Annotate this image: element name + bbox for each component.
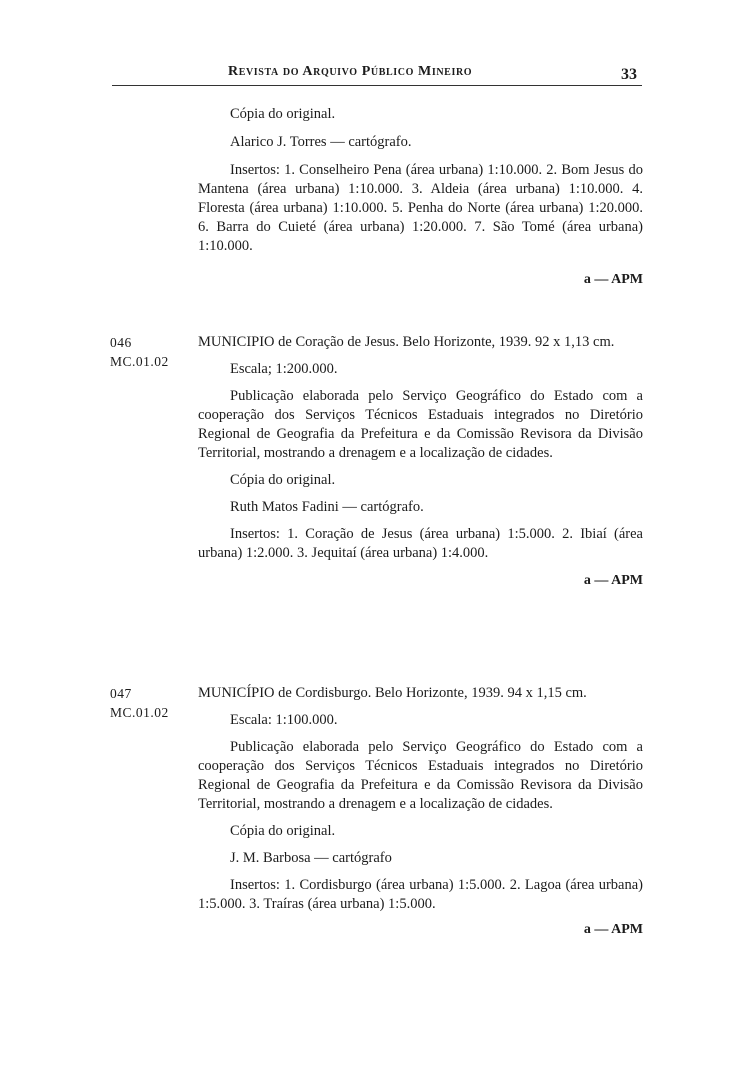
- copy-note: Cópia do original.: [230, 106, 336, 122]
- entry-scale: Escala; 1:200.000.: [230, 361, 338, 377]
- entry-code: MC.01.02: [110, 354, 169, 369]
- entry-scale: Escala: 1:100.000.: [230, 712, 338, 728]
- cartographer: Alarico J. Torres — cartógrafo.: [230, 134, 412, 150]
- cartographer: Ruth Matos Fadini — cartógrafo.: [230, 499, 424, 515]
- continued-entry: [198, 105, 643, 289]
- entry-047: [198, 684, 643, 939]
- location: a — APM: [583, 272, 643, 287]
- entry-number: 047: [110, 686, 132, 701]
- insets: Insertos: 1. Coração de Jesus (área urbana) 1:5.000. 2. Ibiaí (área urbana) 1:2.000. 3. Jequitaí (área urbana) 1:4.000.: [198, 526, 643, 561]
- entry-id-047: [110, 684, 169, 722]
- header-rule: [112, 85, 642, 86]
- page-number: 33: [621, 66, 637, 83]
- copy-note: Cópia do original.: [230, 823, 336, 839]
- location: a — APM: [583, 573, 643, 588]
- entry-046: [198, 333, 643, 590]
- copy-note: Cópia do original.: [230, 472, 336, 488]
- entry-code: MC.01.02: [110, 705, 169, 720]
- running-header-title: Revista do Arquivo Público Mineiro: [228, 64, 473, 79]
- entry-description: Publicação elaborada pelo Serviço Geográfico do Estado com a cooperação dos Serviços Técnicos Estaduais integrados no Diretório Regional de Geografia da Prefeitura e da Comissão Revisora da Divisão Territorial, mostrando a drenagem e a localização de cidades.: [198, 388, 643, 461]
- entry-number: 046: [110, 335, 132, 350]
- cartographer: J. M. Barbosa — cartógrafo: [230, 850, 392, 866]
- entry-title: MUNICIPIO de Coração de Jesus. Belo Horizonte, 1939. 92 x 1,13 cm.: [198, 334, 615, 350]
- entry-title: MUNICÍPIO de Cordisburgo. Belo Horizonte, 1939. 94 x 1,15 cm.: [198, 685, 587, 701]
- entry-id-046: [110, 333, 169, 371]
- location: a — APM: [583, 922, 643, 937]
- entry-description: Publicação elaborada pelo Serviço Geográfico do Estado com a cooperação dos Serviços Técnicos Estaduais integrados no Diretório Regional de Geografia da Prefeitura e da Comissão Revisora da Divisão Territorial, mostrando a drenagem e a localização de cidades.: [198, 739, 643, 812]
- insets: Insertos: 1. Cordisburgo (área urbana) 1:5.000. 2. Lagoa (área urbana) 1:5.000. 3. Traíras (área urbana) 1:5.000.: [198, 877, 643, 912]
- insets: Insertos: 1. Conselheiro Pena (área urbana) 1:10.000. 2. Bom Jesus do Mantena (área urbana) 1:10.000. 3. Aldeia (área urbana) 1:10.000. 4. Floresta (área urbana) 1:10.000. 5. Penha do Norte (área urbana) 1:20.000. 6. Barra do Cuieté (área urbana) 1:20.000. 7. São Tomé (área urbana) 1:10.000.: [198, 162, 643, 254]
